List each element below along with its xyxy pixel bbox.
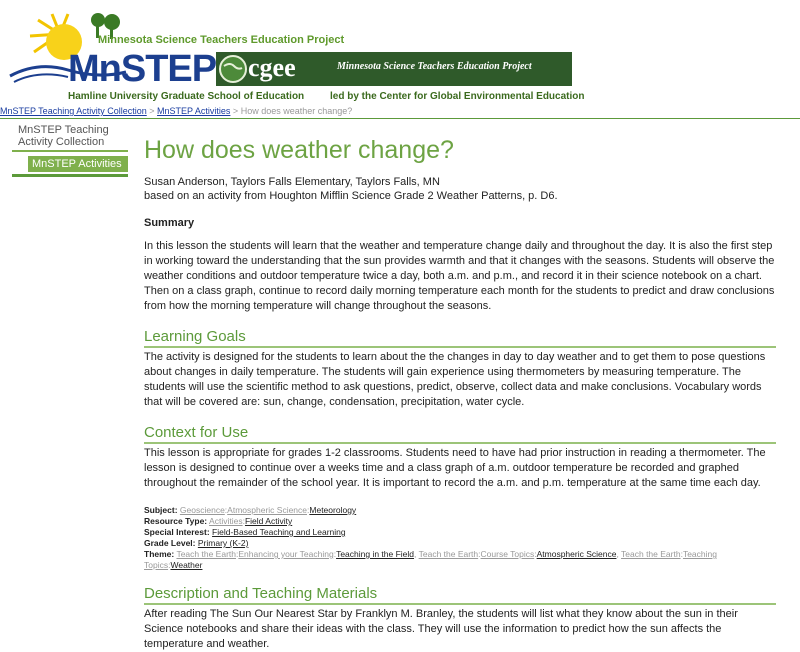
meta-link[interactable]: Teach the Earth: [176, 549, 236, 559]
main-content: [144, 130, 776, 652]
description-heading: Description and Teaching Materials: [144, 585, 776, 605]
meta-link[interactable]: Teaching in the Field: [336, 549, 415, 559]
breadcrumb-activities-link[interactable]: MnSTEP Activities: [157, 106, 231, 116]
meta-link[interactable]: Weather: [170, 560, 203, 570]
metadata-block: [144, 505, 776, 571]
cgee-tagline: Minnesota Science Teachers Education Project: [337, 61, 532, 72]
sidebar-divider: [12, 174, 128, 177]
summary-text: In this lesson the students will learn that the weather and temperature change daily and throughout the day. It is also the first step in working toward the understanding that the sun provides warmth and that it changes with the seasons. Students will observe the weather conditions and outdoor temperature twice a day, both a.m. and p.m., and record it in their science notebook on a chart. Then on a class graph, continue to record daily morning temperature each month for the students to predict and draw conclusions from how the morning temperature will change throughout the seasons.: [144, 240, 775, 312]
meta-link[interactable]: Atmospheric Science: [227, 505, 308, 515]
meta-link[interactable]: Field-Based Teaching and Learning: [212, 527, 346, 537]
meta-special-interest: Special Interest: Field-Based Teaching and Learning: [144, 527, 346, 537]
page-title: How does weather change?: [144, 136, 454, 164]
breadcrumb-collection-link[interactable]: MnSTEP Teaching Activity Collection: [0, 106, 147, 116]
meta-link[interactable]: Atmospheric Science: [536, 549, 617, 559]
meta-link[interactable]: Teach the Earth: [621, 549, 681, 559]
summary-heading: Summary: [144, 217, 195, 229]
project-name: Minnesota Science Teachers Education Project: [98, 34, 345, 46]
meta-link[interactable]: Meteorology: [309, 505, 357, 515]
meta-subject: Subject: Geoscience:Atmospheric Science:Meteorology: [144, 505, 357, 515]
context-text: This lesson is appropriate for grades 1-2 classrooms. Students need to have had prior instruction in reading a thermometer. The lesson is designed to continue over a weeks time and a class graph of a.m. outdoor temperature be recorded and graphed throughout the remainder of the school year. It is important to record the a.m. and p.m. temperature at the same time each day.: [144, 447, 766, 489]
globe-icon: [218, 54, 248, 84]
sidebar-item-collection[interactable]: MnSTEP Teaching Activity Collection: [12, 122, 128, 152]
author-line: Susan Anderson, Taylors Falls Elementary, Taylors Falls, MN: [144, 176, 440, 188]
cgee-led-by: led by the Center for Global Environmental Education: [330, 91, 585, 102]
breadcrumb-separator: >: [149, 106, 155, 116]
meta-resource-type: Resource Type: Activities:Field Activity: [144, 516, 293, 526]
meta-link[interactable]: Activities: [209, 516, 243, 526]
cgee-logo-text: cgee: [248, 53, 296, 82]
meta-link[interactable]: Course Topics: [480, 549, 535, 559]
mnstep-logo-text: MnSTEP: [68, 48, 217, 90]
meta-link[interactable]: Enhancing your Teaching: [238, 549, 334, 559]
sidebar-item-activities[interactable]: MnSTEP Activities: [28, 156, 128, 172]
header-divider: [0, 118, 800, 119]
meta-link[interactable]: Geoscience: [179, 505, 225, 515]
sidebar-nav: [12, 122, 128, 177]
breadcrumb-current: How does weather change?: [240, 106, 353, 116]
site-header: [0, 0, 800, 106]
meta-link[interactable]: Teach the Earth: [418, 549, 479, 559]
meta-link[interactable]: Primary (K-2): [197, 538, 249, 548]
breadcrumb: [0, 106, 800, 118]
meta-grade-level: Grade Level: Primary (K-2): [144, 538, 249, 548]
learning-goals-heading: Learning Goals: [144, 328, 776, 348]
source-line: based on an activity from Houghton Mifflin Science Grade 2 Weather Patterns, p. D6.: [144, 190, 558, 202]
cgee-banner: [216, 52, 572, 86]
learning-goals-text: The activity is designed for the students to learn about the the changes in day to day weather and to get them to pose questions about changes in daily temperature. The students will gain experience using thermometers by measuring temperature. The students will use the scientific method to ask questions, predict, observe, collect data and make conclusions. Vocabulary words that will be covered are: sun, change, condensation, precipitation, water cycle.: [144, 351, 766, 408]
meta-link[interactable]: Teaching Topics: [144, 549, 717, 570]
meta-theme: Theme: Teach the Earth:Enhancing your Teaching:Teaching in the Field, Teach the Earth:Course Topics:Atmospheric Science, Teach the Earth:Teaching Topics:Weather: [144, 549, 717, 570]
description-text: After reading The Sun Our Nearest Star by Franklyn M. Branley, the students will list what they know about the sun in their Science notebooks and share their ideas with the class. They will use the information to predict how the sun affects the temperature and weather.: [144, 608, 738, 650]
breadcrumb-separator: >: [232, 106, 239, 116]
context-heading: Context for Use: [144, 424, 776, 444]
university-name: Hamline University Graduate School of Education: [68, 91, 305, 102]
meta-link[interactable]: Field Activity: [244, 516, 293, 526]
